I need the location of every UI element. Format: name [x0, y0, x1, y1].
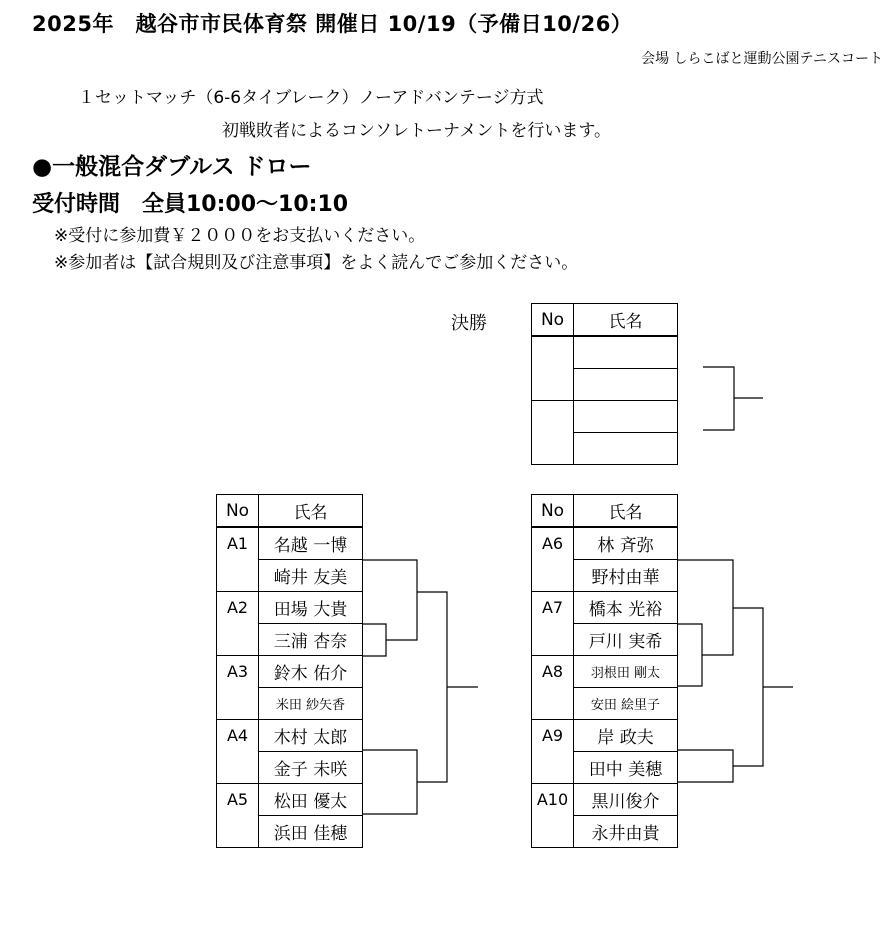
right-bracket-line	[678, 750, 733, 782]
player-name: 戸川 実希	[574, 624, 678, 656]
team-no: A2	[217, 592, 259, 656]
name-header: 氏名	[259, 495, 363, 528]
team-no: A8	[532, 656, 574, 720]
team-no: A6	[532, 527, 574, 592]
venue-text: 会場 しらこばと運動公園テニスコート	[641, 51, 883, 67]
right-bracket-line	[678, 624, 702, 686]
page-title: 2025年 越谷市市民体育祭 開催日 10/19（予備日10/26）	[32, 12, 633, 36]
player-name: 鈴木 佑介	[259, 656, 363, 688]
player-name: 永井由貴	[574, 816, 678, 848]
no-header: No	[532, 304, 574, 337]
player-name: 金子 未咲	[259, 752, 363, 784]
right-bracket-line	[733, 608, 763, 766]
name-header: 氏名	[574, 304, 678, 337]
left-bracket-line	[363, 624, 386, 656]
left-bracket-line	[417, 592, 447, 782]
player-name: 三浦 杏奈	[259, 624, 363, 656]
player-name: 羽根田 剛太	[574, 656, 678, 688]
section-title: ●一般混合ダブルス ドロー	[32, 154, 312, 180]
player-name: 浜田 佳穂	[259, 816, 363, 848]
team-no: A9	[532, 720, 574, 784]
no-header: No	[532, 495, 574, 528]
player-name: 岸 政夫	[574, 720, 678, 752]
player-name: 木村 太郎	[259, 720, 363, 752]
team-no: A7	[532, 592, 574, 656]
player-name: 林 斉弥	[574, 527, 678, 560]
player-name: 米田 紗矢香	[259, 688, 363, 720]
left-bracket-line	[363, 750, 417, 814]
consolation-text: 初戦敗者によるコンソレトーナメントを行います。	[222, 121, 611, 141]
player-name: 安田 絵里子	[574, 688, 678, 720]
final-label: 決勝	[451, 313, 487, 334]
final-bracket-line	[703, 367, 734, 430]
player-name: 松田 優太	[259, 784, 363, 816]
rules-note: ※参加者は【試合規則及び注意事項】をよく読んでご参加ください。	[54, 253, 579, 273]
no-header: No	[217, 495, 259, 528]
player-name: 橋本 光裕	[574, 592, 678, 624]
right-bracket-line	[678, 560, 733, 655]
player-name: 黒川俊介	[574, 784, 678, 816]
player-name: 野村由華	[574, 560, 678, 592]
team-no: A1	[217, 527, 259, 592]
fee-note: ※受付に参加費￥２０００をお支払いください。	[54, 226, 426, 246]
left-bracket-line	[363, 560, 417, 640]
team-no: A3	[217, 656, 259, 720]
match-rule-text: １セットマッチ（6-6タイブレーク）ノーアドバンテージ方式	[78, 88, 544, 108]
player-name: 田場 大貴	[259, 592, 363, 624]
player-name: 名越 一博	[259, 527, 363, 560]
team-no: A4	[217, 720, 259, 784]
player-name: 田中 美穂	[574, 752, 678, 784]
team-no: A10	[532, 784, 574, 848]
name-header: 氏名	[574, 495, 678, 528]
reception-time: 受付時間 全員10:00～10:10	[32, 192, 349, 217]
team-no: A5	[217, 784, 259, 848]
player-name: 崎井 友美	[259, 560, 363, 592]
